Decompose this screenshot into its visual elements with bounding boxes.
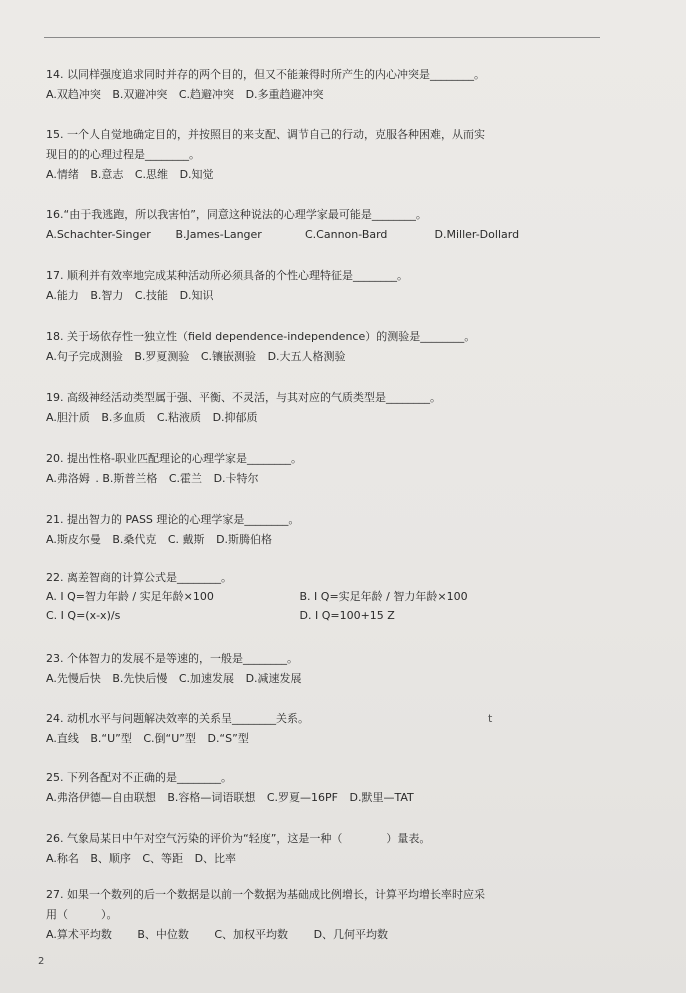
option-d: D、比率: [194, 852, 237, 865]
option-b: B.罗夏测验: [134, 350, 190, 363]
options-row: [46, 732, 309, 746]
option-a: A.弗洛伊德—自由联想: [46, 791, 156, 804]
question-stem: 20. 提出性格-职业匹配理论的心理学家是________。: [46, 452, 302, 465]
question-stem: 19. 高级神经活动类型属于强、平衡、不灵活，与其对应的气质类型是________。: [46, 391, 441, 404]
question-stem: 23. 个体智力的发展不是等速的，一般是________。: [46, 652, 298, 665]
question-stem: 15. 一个人自觉地确定目的，并按照目的来支配、调节自己的行动，克服各种困难，从而实: [46, 128, 485, 141]
option-d: D. I Q=100+15 Z: [299, 609, 395, 622]
page-number: 2: [38, 956, 45, 967]
question-23: [46, 652, 310, 686]
options-row: [46, 350, 475, 364]
option-c: C.倒“U”型: [143, 732, 196, 745]
options-row: [46, 609, 550, 623]
question-stem-cont: 现目的的心理过程是________。: [46, 148, 200, 161]
option-c: C.加速发展: [178, 672, 235, 685]
question-21: [46, 513, 299, 547]
option-b: B.“U”型: [90, 732, 132, 745]
question-stem: 27. 如果一个数列的后一个数据是以前一个数据为基础成比例增长，计算平均增长率时应采: [46, 888, 485, 901]
option-b: B.多血质: [101, 411, 146, 424]
option-c: C. I Q=(x-x)/s: [46, 609, 121, 622]
options-row: [46, 672, 310, 686]
option-b: B.双避冲突: [112, 88, 168, 101]
question-stem: 16.“由于我逃跑，所以我害怕”，同意这种说法的心理学家最可能是________。: [46, 208, 427, 221]
options-row: [46, 472, 302, 486]
question-19: [46, 391, 441, 425]
option-c: C. 戴斯: [167, 533, 205, 546]
option-a: A.先慢后快: [46, 672, 101, 685]
options-row: [46, 928, 485, 942]
option-c: C.罗夏—16PF: [266, 791, 339, 804]
option-a: A.Schachter-Singer: [46, 228, 151, 241]
option-d: D.抑郁质: [212, 411, 258, 424]
option-b: B.意志: [90, 168, 124, 181]
question-stem-cont: 用（ ）。: [46, 908, 118, 921]
option-a: A.胆汁质: [46, 411, 90, 424]
question-stem: 24. 动机水平与问题解决效率的关系呈________关系。: [46, 712, 309, 725]
option-a: A.双趋冲突: [46, 88, 101, 101]
header-rule: [44, 37, 600, 38]
option-b: B.智力: [90, 289, 124, 302]
options-row: [46, 590, 550, 604]
question-stem: 17. 顺利并有效率地完成某种活动所必须具备的个性心理特征是________。: [46, 269, 408, 282]
option-b: B.容格—词语联想: [167, 791, 256, 804]
question-stem: 26. 气象局某日中午对空气污染的评价为“轻度”，这是一种（ ）量表。: [46, 832, 431, 845]
option-c: C、加权平均数: [214, 928, 289, 941]
option-a: A.句子完成测验: [46, 350, 123, 363]
option-d: D.默里—TAT: [349, 791, 414, 804]
option-c: C.镶嵌测验: [200, 350, 257, 363]
option-b: B、顺序: [90, 852, 131, 865]
question-stem: 21. 提出智力的 PASS 理论的心理学家是________。: [46, 513, 300, 526]
options-row: [46, 533, 299, 547]
option-a: A.称名: [46, 852, 79, 865]
option-d: D.减速发展: [245, 672, 302, 685]
option-d: D.知识: [179, 289, 214, 302]
option-a: A.能力: [46, 289, 79, 302]
option-c: C、等距: [142, 852, 184, 865]
question-16: [46, 208, 561, 242]
question-27: [46, 888, 485, 942]
option-a: A.斯皮尔曼: [46, 533, 101, 546]
option-d: D.知觉: [179, 168, 214, 181]
option-a: A.情绪: [46, 168, 79, 181]
question-24: [46, 712, 309, 746]
option-d: D.大五人格测验: [267, 350, 346, 363]
option-c: C.霍兰: [168, 472, 203, 485]
question-14: [46, 68, 485, 102]
question-25: [46, 771, 422, 805]
option-b: B.先快后慢: [112, 672, 168, 685]
question-22: [46, 571, 550, 623]
option-c: C.思维: [134, 168, 169, 181]
option-b: . B.斯普兰格: [95, 472, 158, 485]
option-d: D.“S”型: [207, 732, 249, 745]
option-d: D、几何平均数: [313, 928, 389, 941]
option-a: A.算术平均数: [46, 928, 112, 941]
option-a: A.弗洛姆: [46, 472, 90, 485]
options-row: [46, 791, 422, 805]
option-d: D.Miller-Dollard: [434, 228, 520, 241]
option-c: C.趋避冲突: [178, 88, 235, 101]
option-d: D.卡特尔: [213, 472, 259, 485]
question-20: [46, 452, 302, 486]
question-stem: 18. 关于场依存性一独立性（field dependence-independence）的测验是________。: [46, 330, 476, 343]
question-stem: 14. 以同样强度追求同时并存的两个目的，但又不能兼得时所产生的内心冲突是________。: [46, 68, 485, 81]
question-stem: 25. 下列各配对不正确的是________。: [46, 771, 232, 784]
option-b: B.James-Langer: [175, 228, 262, 241]
option-d: D.多重趋避冲突: [245, 88, 324, 101]
option-a: A.直线: [46, 732, 79, 745]
options-row: [46, 168, 485, 182]
question-17: [46, 269, 408, 303]
option-b: B. I Q=实足年龄 / 智力年龄×100: [299, 590, 468, 603]
question-18: [46, 330, 475, 364]
question-15: [46, 128, 485, 182]
options-row: [46, 852, 430, 866]
option-d: D.斯腾伯格: [216, 533, 273, 546]
option-c: C.粘液质: [156, 411, 202, 424]
question-stem: 22. 离差智商的计算公式是________。: [46, 571, 232, 584]
options-row: [46, 289, 408, 303]
question-26: [46, 832, 430, 866]
option-b: B.桑代克: [112, 533, 157, 546]
options-row: [46, 411, 441, 425]
option-a: A. I Q=智力年龄 / 实足年龄×100: [46, 590, 214, 603]
options-row: [46, 88, 485, 102]
option-c: C.Cannon-Bard: [305, 228, 388, 241]
stray-mark: t: [488, 712, 493, 725]
option-c: C.技能: [134, 289, 169, 302]
option-b: B、中位数: [137, 928, 189, 941]
options-row: [46, 228, 561, 242]
